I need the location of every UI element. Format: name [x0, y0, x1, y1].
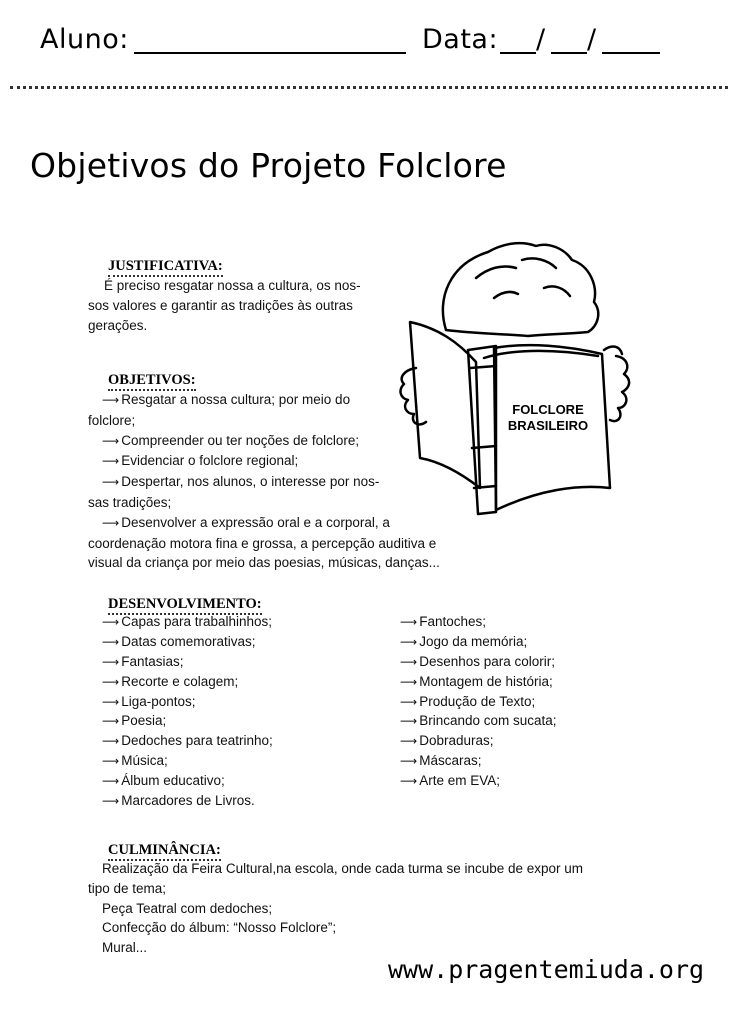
- arrow-icon: ⟶: [400, 674, 418, 689]
- justificativa-line: gerações.: [88, 317, 148, 333]
- justificativa-heading: JUSTIFICATIVA:: [108, 258, 223, 277]
- arrow-icon: ⟶: [102, 475, 120, 490]
- arrow-icon: ⟶: [102, 674, 120, 689]
- date-year-line[interactable]: [602, 52, 660, 54]
- arrow-icon: ⟶: [102, 634, 120, 649]
- date-separator-2: /: [587, 24, 597, 55]
- arrow-icon: ⟶: [400, 754, 418, 769]
- list-item: ⟶ Máscaras;: [400, 753, 482, 769]
- objetivos-line: ⟶ Evidenciar o folclore regional;: [102, 453, 299, 469]
- objetivos-line: ⟶ Resgatar a nossa cultura; por meio do: [102, 392, 351, 407]
- list-item: ⟶ Capas para trabalhinhos;: [102, 614, 273, 629]
- objetivos-heading: OBJETIVOS:: [108, 372, 196, 391]
- list-item: ⟶ Recorte e colagem;: [102, 673, 239, 689]
- culminancia-line: Realização da Feira Cultural,na escola, onde cada turma se incube de expor um: [102, 861, 584, 876]
- objetivos-line: folclore;: [88, 412, 136, 428]
- culminancia-line: Mural...: [102, 940, 148, 956]
- book-title-line-2: BRASILEIRO: [507, 418, 589, 433]
- culminancia-line: tipo de tema;: [88, 880, 167, 896]
- arrow-icon: ⟶: [102, 754, 120, 769]
- list-item: ⟶ Liga-pontos;: [102, 693, 196, 709]
- culminancia-text: [88, 859, 648, 958]
- justificativa-line: É preciso resgatar nossa a cultura, os nos-: [104, 278, 361, 293]
- arrow-icon: ⟶: [102, 734, 120, 749]
- list-item: ⟶ Dedoches para teatrinho;: [102, 733, 273, 749]
- culminancia-line: Confecção do álbum: “Nosso Folclore”;: [102, 920, 337, 936]
- right-hand: [610, 356, 629, 421]
- arrow-icon: ⟶: [400, 694, 418, 709]
- dotted-separator: [10, 86, 728, 89]
- list-item: ⟶ Montagem de história;: [400, 673, 553, 689]
- list-item: ⟶ Álbum educativo;: [102, 773, 225, 789]
- list-item: ⟶ Dobraduras;: [400, 733, 494, 749]
- page-title: Objetivos do Projeto Folclore: [30, 146, 507, 185]
- list-item: ⟶ Produção de Texto;: [400, 693, 536, 709]
- arrow-icon: ⟶: [102, 714, 120, 729]
- arrow-icon: ⟶: [102, 654, 120, 669]
- justificativa-text: [88, 276, 398, 335]
- culminancia-heading: CULMINÂNCIA:: [108, 842, 221, 861]
- desenvolvimento-column-1: [102, 612, 273, 811]
- objetivos-line: coordenação motora fina e grossa, a percepção auditiva e: [88, 535, 437, 551]
- arrow-icon: ⟶: [400, 634, 418, 649]
- desenvolvimento-column-2: [400, 612, 557, 791]
- arrow-icon: ⟶: [102, 515, 120, 530]
- list-item: ⟶ Jogo da memória;: [400, 633, 528, 649]
- date-month-line[interactable]: [551, 52, 587, 54]
- list-item: ⟶ Datas comemorativas;: [102, 633, 256, 649]
- list-item: ⟶ Música;: [102, 753, 168, 769]
- objetivos-line: sas tradições;: [88, 494, 172, 510]
- objetivos-line: visual da criança por meio das poesias, músicas, danças...: [88, 555, 440, 571]
- arrow-icon: ⟶: [102, 454, 120, 469]
- arrow-icon: ⟶: [400, 615, 418, 629]
- arrow-icon: ⟶: [102, 774, 120, 789]
- arrow-icon: ⟶: [102, 794, 120, 809]
- arrow-icon: ⟶: [102, 694, 120, 709]
- list-item: ⟶ Poesia;: [102, 713, 167, 729]
- list-item: ⟶ Brincando com sucata;: [400, 713, 557, 729]
- desenvolvimento-heading: DESENVOLVIMENTO:: [108, 596, 262, 615]
- objetivos-line: ⟶ Despertar, nos alunos, o interesse por nos-: [102, 474, 380, 490]
- book-title-line-1: FOLCLORE: [512, 402, 584, 417]
- arrow-icon: ⟶: [400, 774, 418, 789]
- arrow-icon: ⟶: [400, 734, 418, 749]
- list-item: ⟶ Fantasias;: [102, 653, 184, 669]
- arrow-icon: ⟶: [400, 654, 418, 669]
- justificativa-line: sos valores e garantir as tradições às outras: [88, 297, 353, 313]
- list-item: ⟶ Fantoches;: [400, 614, 486, 629]
- website-url[interactable]: www.pragentemiuda.org: [388, 955, 705, 984]
- culminancia-line: Peça Teatral com dedoches;: [102, 900, 273, 916]
- aluno-label: Aluno:: [40, 24, 129, 55]
- list-item: ⟶ Desenhos para colorir;: [400, 653, 556, 669]
- arrow-icon: ⟶: [102, 615, 120, 629]
- arrow-icon: ⟶: [102, 393, 120, 407]
- arrow-icon: ⟶: [400, 714, 418, 729]
- objetivos-text: [88, 390, 488, 573]
- arrow-icon: ⟶: [102, 433, 120, 448]
- data-label: Data:: [422, 24, 499, 55]
- aluno-line[interactable]: [134, 52, 406, 54]
- list-item: ⟶ Marcadores de Livros.: [102, 793, 255, 809]
- objetivos-line: ⟶ Compreender ou ter noções de folclore;: [102, 432, 360, 448]
- date-day-line[interactable]: [500, 52, 536, 54]
- objetivos-line: ⟶ Desenvolver a expressão oral e a corporal, a: [102, 514, 390, 530]
- list-item: ⟶ Arte em EVA;: [400, 773, 500, 789]
- hair-outline: [443, 243, 598, 336]
- date-separator-1: /: [536, 24, 546, 55]
